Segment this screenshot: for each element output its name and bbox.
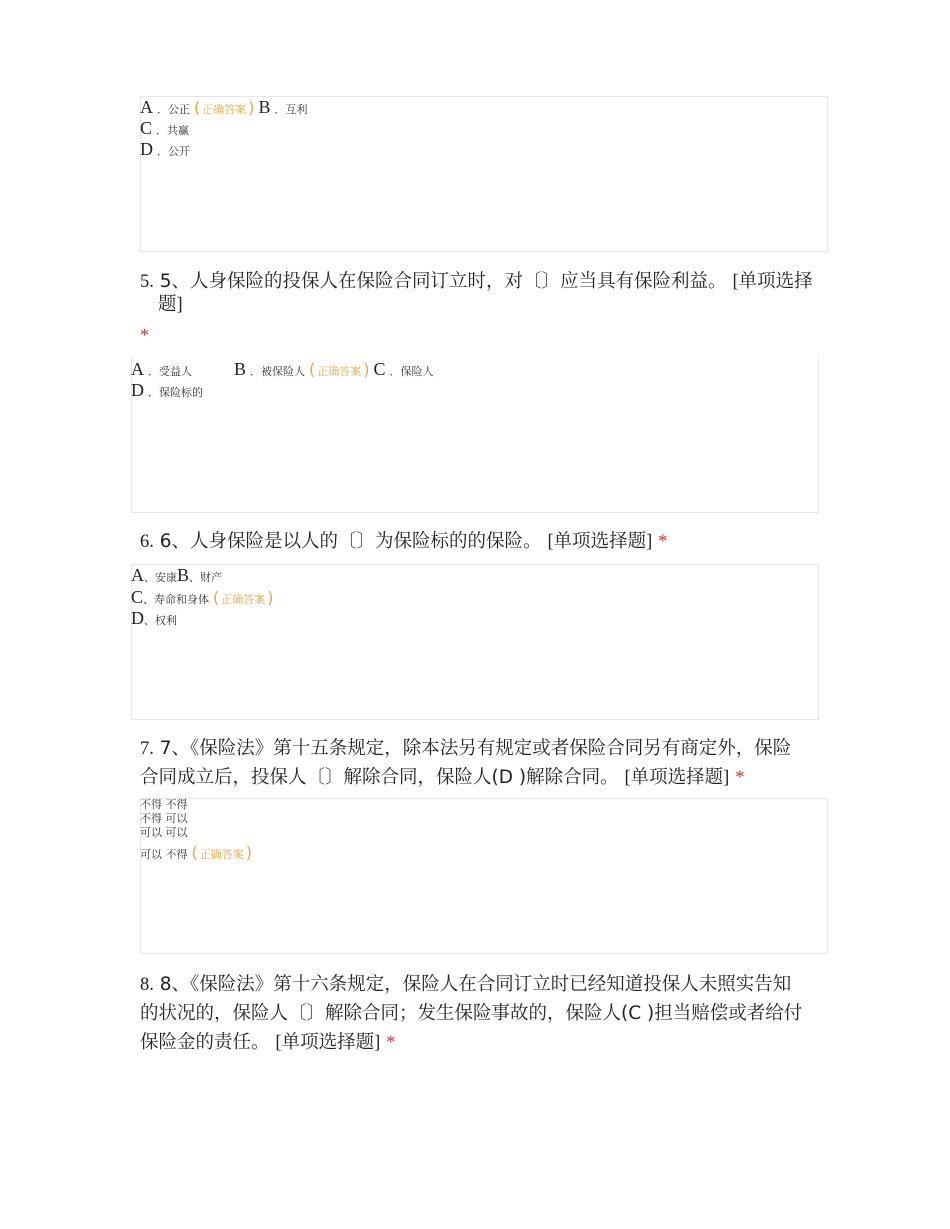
question-title-q5-cont <box>158 290 183 320</box>
correct-answer-mark: ( 正确答案 ) <box>213 588 274 607</box>
option-text[interactable]: ．保险标的 <box>148 386 203 399</box>
option-row <box>234 359 434 382</box>
option-text[interactable]: ．公正 <box>157 103 190 116</box>
option-row <box>131 565 222 588</box>
option-text[interactable]: ．被保险人 <box>250 365 306 378</box>
option-text[interactable]: ．共赢 <box>156 124 190 137</box>
option-text[interactable]: 、财产 <box>189 571 223 584</box>
option-letter: C <box>131 587 144 607</box>
option-row <box>131 359 192 382</box>
question-title-q5 <box>140 267 813 297</box>
question-type-tag: [单项选择题] <box>275 1033 381 1053</box>
question-title-q8-cont2 <box>140 1028 395 1058</box>
option-text[interactable]: 、权利 <box>144 614 177 627</box>
option-letter: B <box>258 97 271 117</box>
option-text[interactable]: ．公开 <box>157 145 190 158</box>
option-letter: A <box>131 565 144 585</box>
question-text: 7、《保险法》第十五条规定，除本法另有规定或者保险合同另有商定外，保险 <box>159 738 792 759</box>
question-title-q6 <box>140 527 667 557</box>
option-text[interactable]: 、寿命和身体 <box>143 593 210 606</box>
required-marker: * <box>735 768 745 788</box>
option-letter: C <box>373 359 386 379</box>
option-row <box>140 118 189 141</box>
option-text[interactable]: 不得 可以 <box>140 812 188 825</box>
question-text: 5、人身保险的投保人在保险合同订立时，对〔〕应当具有保险利益。 <box>159 271 727 292</box>
option-letter: D <box>131 608 144 628</box>
required-marker: * <box>386 1033 396 1053</box>
question-text-cont: 合同成立后，投保人〔〕解除合同，保险人(D )解除合同。 <box>140 767 619 788</box>
required-marker: * <box>140 325 149 345</box>
option-letter: B <box>234 359 247 379</box>
required-marker: * <box>658 532 668 552</box>
question-text: 8、《保险法》第十六条规定，保险人在合同订立时已经知道投保人未照实告知 <box>159 974 792 995</box>
option-text[interactable]: ．保险人 <box>389 365 434 378</box>
option-letter: C <box>140 118 153 138</box>
option-text[interactable]: 不得 不得 <box>140 798 188 811</box>
option-letter: D <box>140 139 153 159</box>
question-type-tag: [单项选择 <box>732 272 813 292</box>
question-type-tag: [单项选择题] <box>547 532 653 552</box>
question-type-tag-cont: 题] <box>158 295 183 315</box>
correct-answer-mark: ( 正确答案 ) <box>191 843 252 862</box>
option-text[interactable]: ．受益人 <box>148 365 192 378</box>
question-title-q7-cont <box>140 763 744 793</box>
question-text-cont: 的状况的，保险人〔〕解除合同；发生保险事故的，保险人(C )担当赔偿或者给付 <box>140 1003 803 1024</box>
option-row <box>140 97 308 120</box>
option-letter: D <box>131 380 144 400</box>
option-text[interactable]: 可以 可以 <box>140 826 188 839</box>
option-row <box>131 380 203 403</box>
correct-answer-mark: ( 正确答案 ) <box>194 98 255 117</box>
question-type-tag: [单项选择题] <box>624 768 730 788</box>
option-letter: A <box>140 97 153 117</box>
option-row <box>131 608 177 631</box>
option-text[interactable]: 可以 不得 <box>140 848 188 861</box>
option-letter: A <box>131 359 144 379</box>
option-row <box>131 587 274 610</box>
question-title-q7 <box>140 734 791 764</box>
option-text[interactable]: 、安康 <box>144 571 177 584</box>
question-number: 8. <box>140 975 154 995</box>
question-text-cont: 保险金的责任。 <box>140 1032 270 1053</box>
options-box-q7 <box>140 798 828 954</box>
question-title-q8-cont <box>140 999 802 1028</box>
question-text: 6、人身保险是以人的〔〕为保险标的的保险。 <box>159 531 542 552</box>
question-number: 6. <box>140 532 154 552</box>
question-number: 5. <box>140 272 154 292</box>
question-title-q8 <box>140 970 791 1000</box>
option-row <box>140 842 252 865</box>
option-text[interactable]: ．互利 <box>274 103 308 116</box>
option-row <box>140 139 190 162</box>
question-number: 7. <box>140 739 154 759</box>
correct-answer-mark: ( 正确答案 ) <box>309 360 370 379</box>
option-letter: B <box>177 565 190 585</box>
